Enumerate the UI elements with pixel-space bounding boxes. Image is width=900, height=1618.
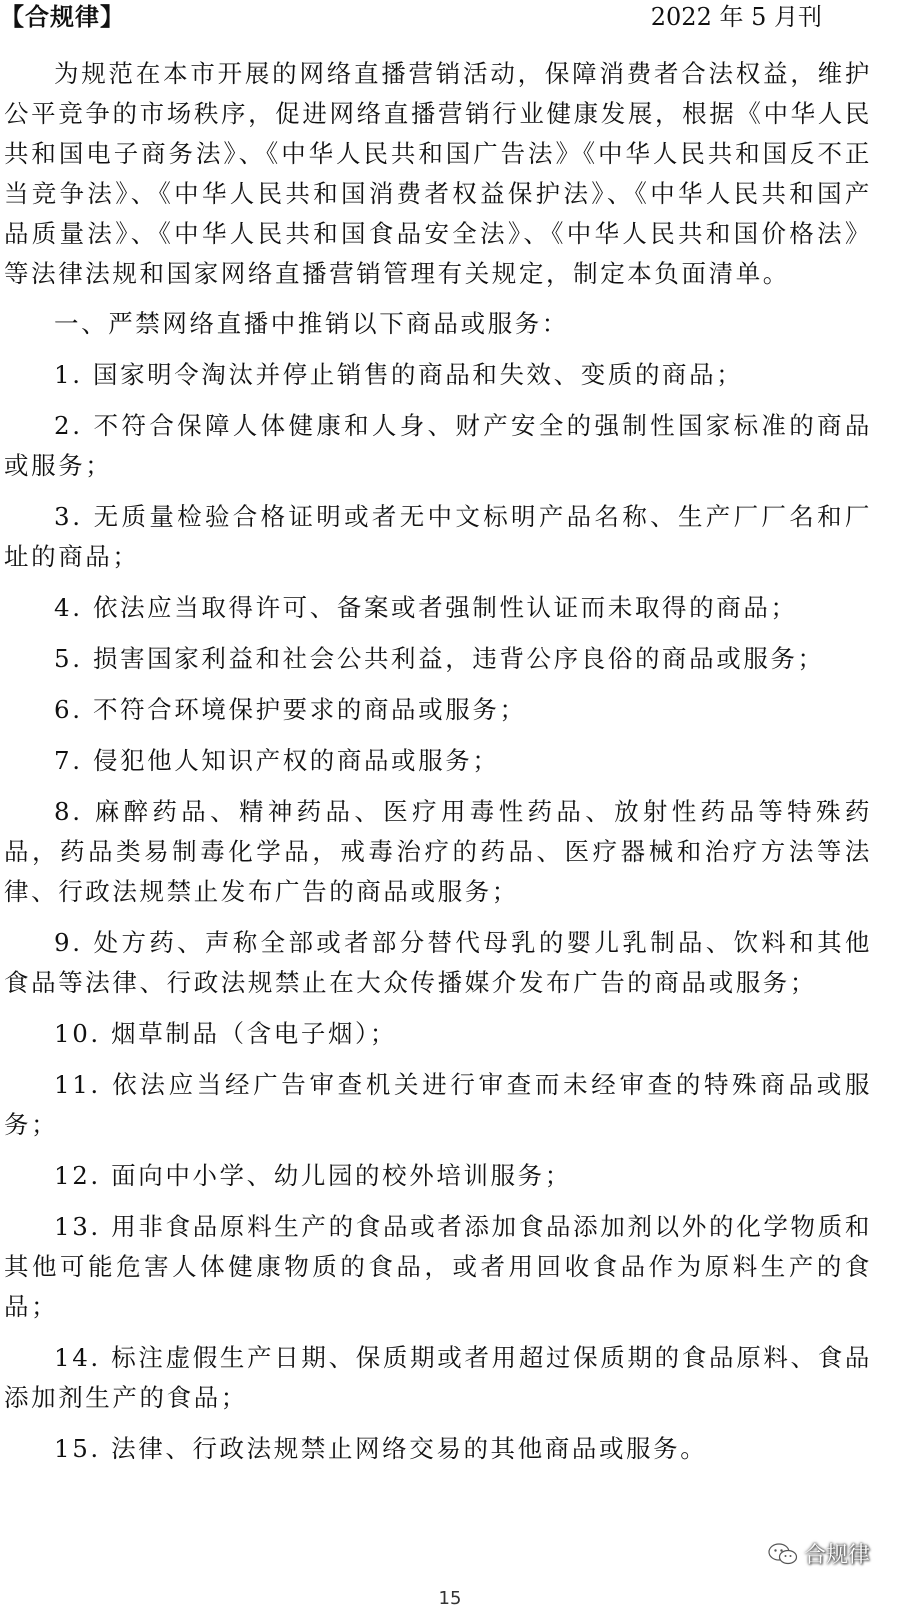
list-item: 2. 不符合保障人体健康和人身、财产安全的强制性国家标准的商品或服务； xyxy=(4,411,872,480)
document-body xyxy=(4,54,872,1480)
list-item: 9. 处方药、声称全部或者部分替代母乳的婴儿乳制品、饮料和其他食品等法律、行政法规禁止在大众传播媒介发布广告的商品或服务； xyxy=(4,928,872,997)
list-item: 13. 用非食品原料生产的食品或者添加食品添加剂以外的化学物质和其他可能危害人体健康物质的食品，或者用回收食品作为原料生产的食品； xyxy=(4,1212,872,1321)
list-item: 12. 面向中小学、幼儿园的校外培训服务； xyxy=(54,1161,572,1190)
list-item: 4. 依法应当取得许可、备案或者强制性认证而未取得的商品； xyxy=(54,593,798,622)
list-item: 10. 烟草制品（含电子烟）； xyxy=(54,1019,397,1048)
publication-title: 【合规律】 xyxy=(0,2,125,31)
list-item: 1. 国家明令淘汰并停止销售的商品和失效、变质的商品； xyxy=(54,360,744,389)
list-item: 8. 麻醉药品、精神药品、医疗用毒性药品、放射性药品等特殊药品，药品类易制毒化学品，戒毒治疗的药品、医疗器械和治疗方法等法律、行政法规禁止发布广告的商品或服务； xyxy=(4,797,872,906)
list-item: 14. 标注虚假生产日期、保质期或者用超过保质期的食品原料、食品添加剂生产的食品； xyxy=(4,1343,872,1412)
wechat-watermark xyxy=(768,1538,870,1569)
issue-date: 2022 年 5 月刊 xyxy=(650,3,822,31)
list-item: 5. 损害国家利益和社会公共利益，违背公序良俗的商品或服务； xyxy=(54,644,825,673)
list-item: 6. 不符合环境保护要求的商品或服务； xyxy=(54,695,527,724)
watermark-label: 合规律 xyxy=(803,1543,870,1568)
list-item: 15. 法律、行政法规禁止网络交易的其他商品或服务。 xyxy=(54,1434,708,1463)
section-heading: 一、严禁网络直播中推销以下商品或服务： xyxy=(54,309,569,338)
list-item: 3. 无质量检验合格证明或者无中文标明产品名称、生产厂厂名和厂址的商品； xyxy=(4,502,872,571)
page-number: 15 xyxy=(438,1588,462,1609)
list-item: 11. 依法应当经广告审查机关进行审查而未经审查的特殊商品或服务； xyxy=(4,1070,872,1139)
intro-paragraph: 为规范在本市开展的网络直播营销活动，保障消费者合法权益，维护公平竞争的市场秩序，促进网络直播营销行业健康发展，根据《中华人民共和国电子商务法》、《中华人民共和国广告法》《中华人民共和国反不正当竞争法》、《中华人民共和国消费者权益保护法》、《中华人民共和国产品质量法》、《中华人民共和国食品安全法》、《中华人民共和国价格法》等法律法规和国家网络直播营销管理有关规定，制定本负面清单。 xyxy=(4,59,872,288)
wechat-icon xyxy=(768,1542,798,1566)
list-item: 7. 侵犯他人知识产权的商品或服务； xyxy=(54,746,500,775)
